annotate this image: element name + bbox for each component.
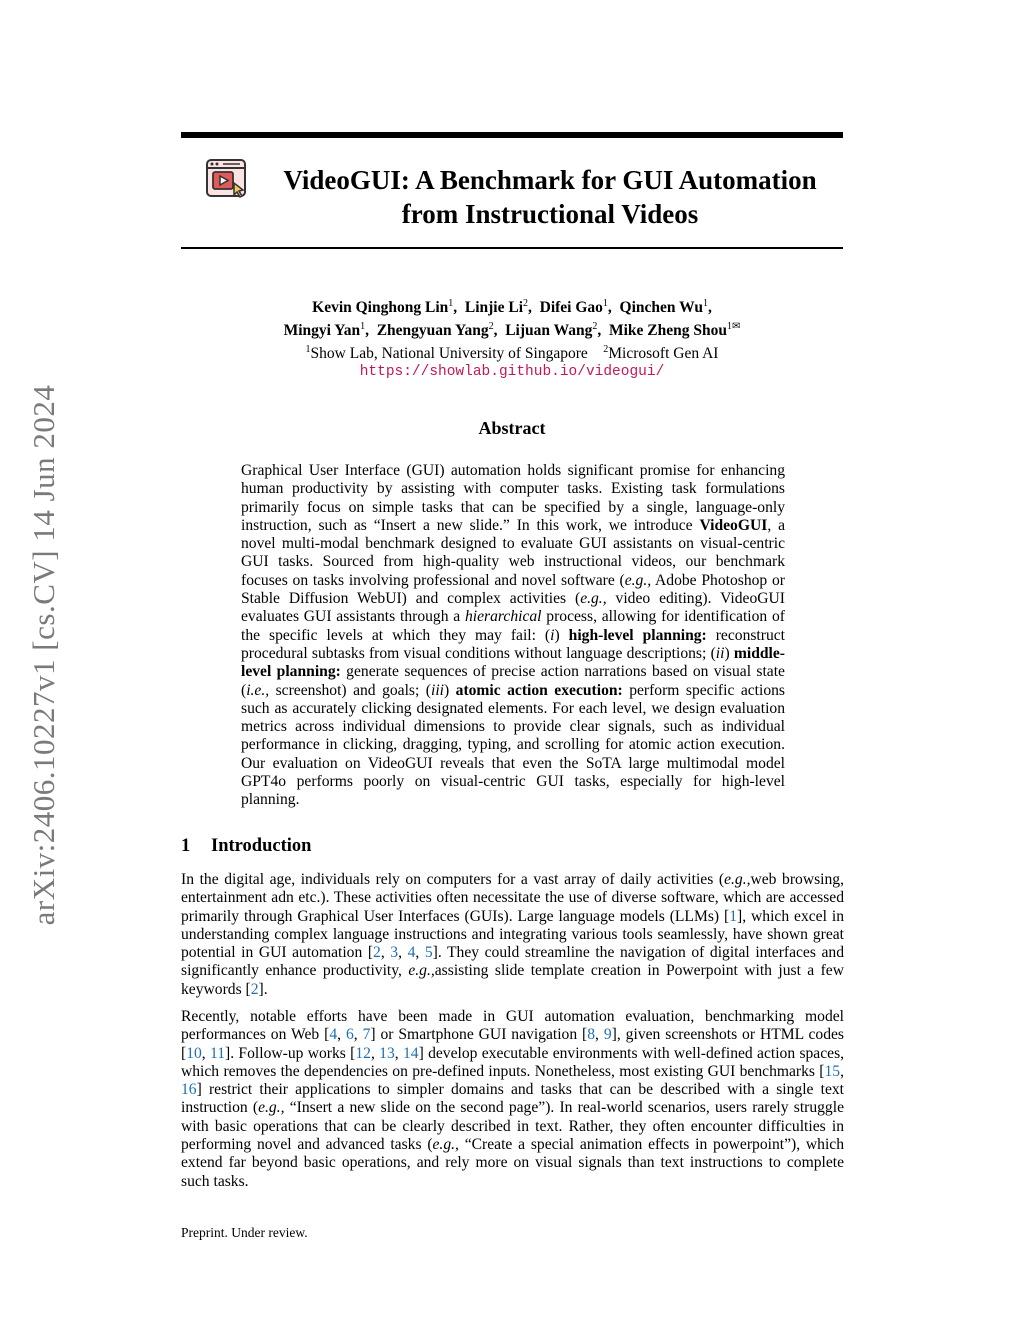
- citation-link[interactable]: 2: [373, 944, 381, 962]
- affiliation-1: Show Lab, National University of Singapore: [310, 345, 588, 363]
- citation-link[interactable]: 15: [824, 1062, 841, 1080]
- abstract-body: Graphical User Interface (GUI) automation holds significant promise for enhancing human productivity by assisting with computer tasks. Existing task formulations primarily focus on simple tasks that can be specified by a single, language-only instruction, such as “Insert a new slide.” In this work, we introduce VideoGUI, a novel multi-modal benchmark designed to evaluate GUI assistants on visual-centric GUI tasks. Sourced from high-quality web instructional videos, our benchmark focuses on tasks involving professional and novel software (e.g., Adobe Photoshop or Stable Diffusion WebUI) and complex activities (e.g., video editing). VideoGUI evaluates GUI assistants through a hierarchical process, allowing for identification of the specific levels at which they may fail: (i) high-level planning: reconstruct procedural subtasks from visual conditions without language descriptions; (ii) middle-level planning: generate sequences of precise action narrations based on visual state (i.e., screenshot) and goals; (iii) atomic action execution: perform specific actions such as accurately clicking designated elements. For each level, we design evaluation metrics across individual dimensions to provide clear signals, such as individual performance in clicking, dragging, typing, and scrolling for atomic action execution. Our evaluation on VideoGUI reveals that even the SoTA large multimodal model GPT4o performs poorly on visual-centric GUI tasks, especially for high-level planning.: [241, 462, 786, 809]
- author-name: Linjie Li: [464, 299, 524, 317]
- author-name: Mike Zheng Shou: [609, 322, 728, 340]
- author-line-1: Kevin Qinghong Lin$^1$, Linjie Li$^2$, Difei Gao$^1$, Qinchen Wu$^1$,: [312, 298, 712, 317]
- citation-link[interactable]: 7: [362, 1026, 371, 1044]
- citation-link[interactable]: 10: [186, 1044, 202, 1062]
- citation-link[interactable]: 2: [250, 980, 259, 998]
- author-block: [181, 294, 843, 382]
- citation-link[interactable]: 3: [390, 944, 399, 962]
- paper-title: [250, 163, 850, 231]
- section-number: 1: [181, 836, 191, 856]
- citation-link[interactable]: 11: [210, 1044, 226, 1062]
- citation-link[interactable]: 14: [402, 1044, 419, 1062]
- section-heading-introduction: [181, 836, 311, 857]
- citation-link[interactable]: 12: [355, 1044, 371, 1062]
- middle-level-planning-term: middle-level planning:: [241, 644, 785, 681]
- intro-paragraph-1: In the digital age, individuals rely on computers for a vast array of daily activities (e.g.,web browsing, entertainment adn etc.). These activities often necessitate the use of diverse software, which are accessed primarily through Graphical User Interfaces (GUIs). Large language models (LLMs) [1], which excel in understanding complex language instructions and integrating various tools seamlessly, have shown great potential in GUI automation [2, 3, 4, 5]. They could streamline the navigation of digital interfaces and significantly enhance productivity, e.g.,assisting slide template creation in Powerpoint with just a few keywords [2].: [181, 871, 844, 998]
- citation-link[interactable]: 5: [424, 944, 433, 962]
- affiliation-2: Microsoft Gen AI: [608, 345, 719, 363]
- title-top-rule: [181, 132, 843, 138]
- footer-note: Preprint. Under review.: [181, 1225, 308, 1240]
- project-url-link[interactable]: https://showlab.github.io/videogui/: [359, 364, 665, 381]
- citation-link[interactable]: 6: [345, 1026, 354, 1044]
- high-level-planning-term: high-level planning:: [568, 626, 707, 644]
- citation-link[interactable]: 4: [407, 944, 416, 962]
- author-name: Lijuan Wang: [505, 322, 593, 340]
- citation-link[interactable]: 13: [379, 1044, 395, 1062]
- author-line-2: Mingyi Yan$^1$, Zhengyuan Yang$^2$, Lijuan Wang$^2$, Mike Zheng Shou$^{1✉}$: [283, 321, 741, 340]
- author-name: Qinchen Wu: [619, 299, 703, 317]
- title-line-2: from Instructional Videos: [401, 199, 699, 229]
- arxiv-id-text: arXiv:2406.10227v1 [cs.CV] 14 Jun 2024: [26, 384, 61, 926]
- title-line-1: VideoGUI: A Benchmark for GUI Automation: [283, 165, 817, 195]
- title-bottom-rule: [181, 247, 843, 249]
- arxiv-sidebar-stamp: [24, 360, 64, 950]
- abstract-heading: Abstract: [478, 418, 546, 438]
- affiliations: $^1$Show Lab, National University of Singapore $^2$Microsoft Gen AI: [305, 344, 719, 363]
- intro-paragraph-2: Recently, notable efforts have been made in GUI automation evaluation, benchmarking model performances on Web [4, 6, 7] or Smartphone GUI navigation [8, 9], given screenshots or HTML codes [10, 11]. Follow-up works [12, 13, 14] develop executable environments with well-defined action spaces, which removes the dependencies on pre-defined inputs. Nonetheless, most existing GUI benchmarks [15, 16] restrict their applications to simpler domains and tasks that can be described with a single text instruction (e.g., “Insert a new slide on the second page”). In real-world scenarios, users rarely struggle with basic operations that can be clearly described in text. Rather, they often encounter difficulties in performing novel and advanced tasks (e.g., “Create a special animation effects in powerpoint”), which extend far beyond basic operations, and rely more on visual signals than text instructions to complete such tasks.: [181, 1008, 845, 1190]
- benchmark-name: VideoGUI: [699, 516, 768, 534]
- citation-link[interactable]: 16: [181, 1081, 197, 1099]
- author-name: Mingyi Yan: [283, 322, 361, 340]
- citation-link[interactable]: 8: [587, 1026, 596, 1044]
- citation-link[interactable]: 1: [729, 907, 737, 925]
- section-title: Introduction: [211, 836, 312, 856]
- video-gui-logo-icon: [205, 157, 247, 199]
- author-name: Difei Gao: [539, 299, 603, 317]
- author-name: Zhengyuan Yang: [376, 322, 489, 340]
- citation-link[interactable]: 9: [603, 1026, 612, 1044]
- author-name: Kevin Qinghong Lin: [312, 299, 449, 317]
- atomic-action-term: atomic action execution:: [455, 681, 623, 699]
- citation-link[interactable]: 4: [329, 1026, 338, 1044]
